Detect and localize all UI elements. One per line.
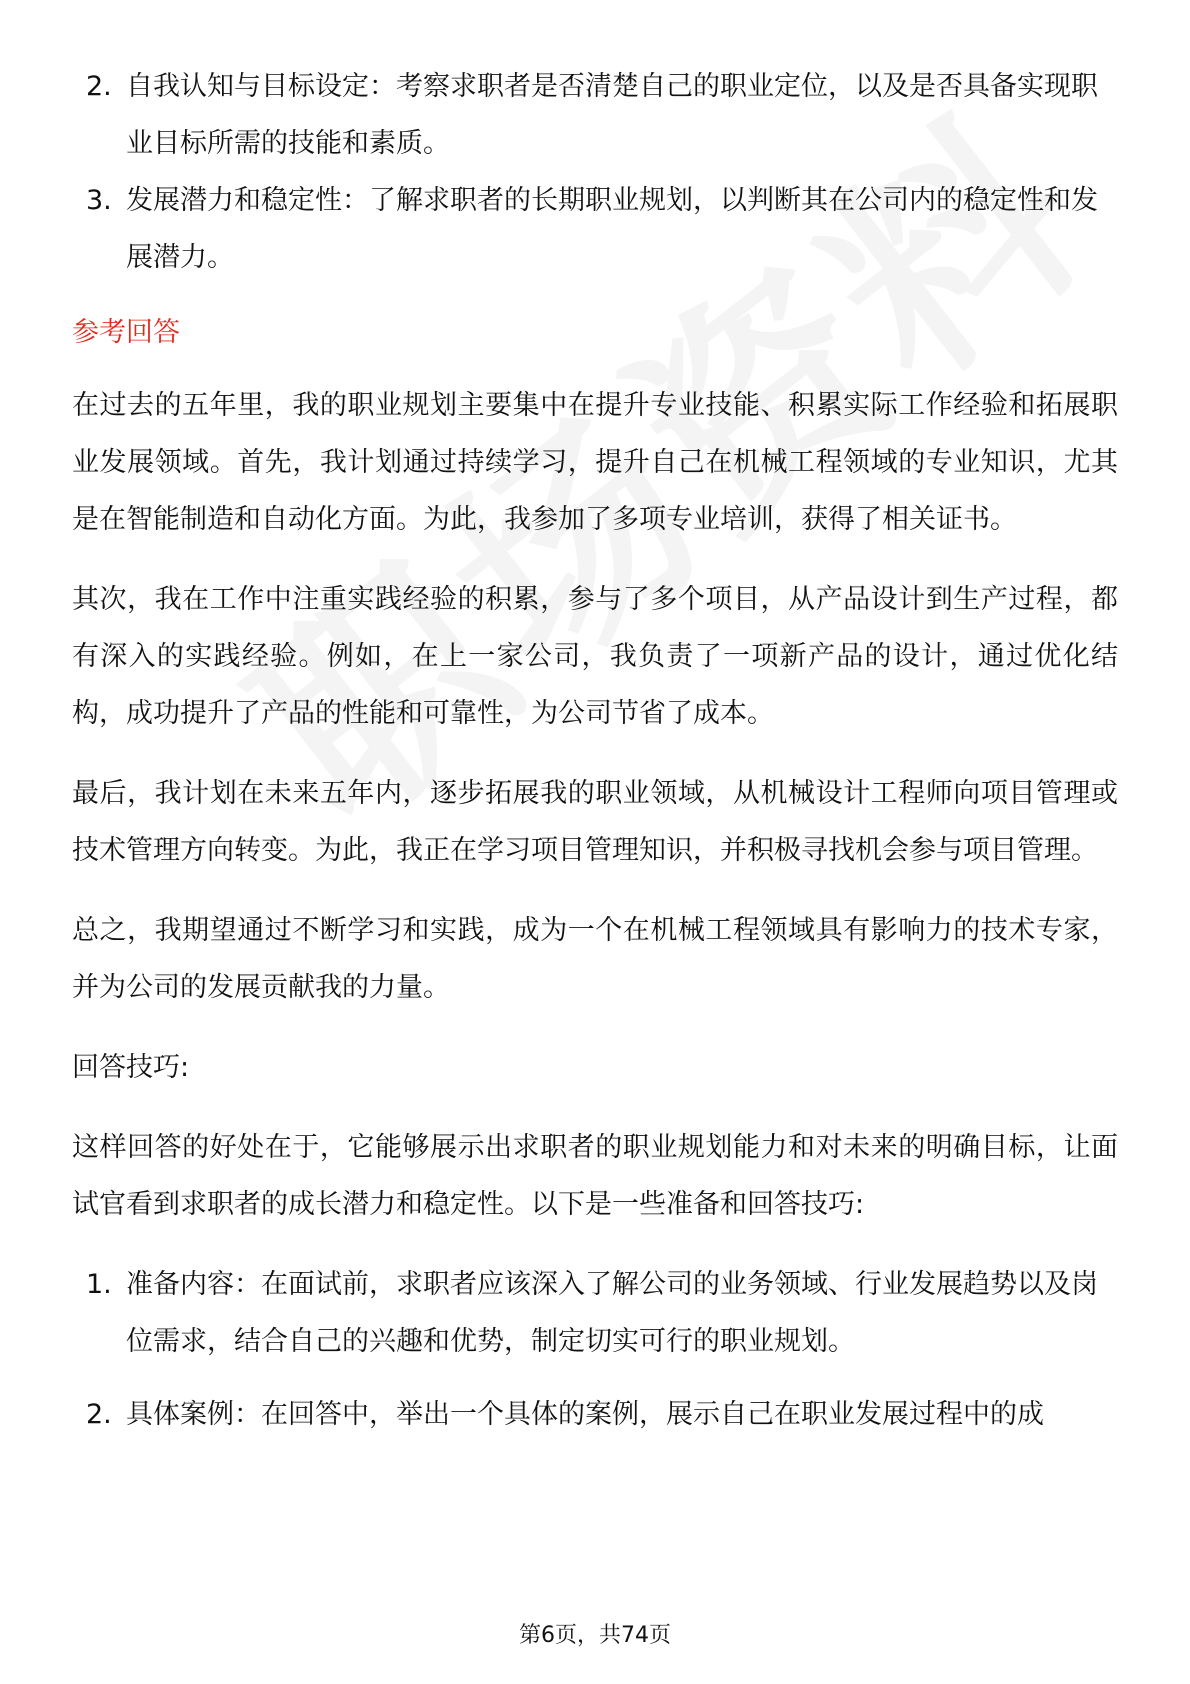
document-page	[72, 58, 1118, 1459]
list-number: 1.	[86, 1269, 112, 1300]
list-item	[72, 1256, 1118, 1370]
answer-paragraph: 最后，我计划在未来五年内，逐步拓展我的职业领域，从机械设计工程师向项目管理或技术管理方向转变。为此，我正在学习项目管理知识，并积极寻找机会参与项目管理。	[72, 778, 1118, 866]
list-item-text: 发展潜力和稳定性：了解求职者的长期职业规划，以判断其在公司内的稳定性和发展潜力。	[126, 185, 1098, 273]
list-item-text: 具体案例：在回答中，举出一个具体的案例，展示自己在职业发展过程中的成	[126, 1399, 1044, 1430]
tips-heading: 回答技巧:	[72, 1052, 190, 1083]
tips-list	[72, 1256, 1118, 1443]
list-number: 2.	[86, 1399, 112, 1430]
list-item	[72, 58, 1118, 172]
answer-paragraph: 在过去的五年里，我的职业规划主要集中在提升专业技能、积累实际工作经验和拓展职业发展领域。首先，我计划通过持续学习，提升自己在机械工程领域的专业知识，尤其是在智能制造和自动化方面。为此，我参加了多项专业培训，获得了相关证书。	[72, 390, 1118, 535]
list-item-text: 自我认知与目标设定：考察求职者是否清楚自己的职业定位，以及是否具备实现职业目标所需的技能和素质。	[126, 71, 1098, 159]
list-number: 2.	[86, 71, 112, 102]
list-item	[72, 1386, 1118, 1443]
page-footer: 第6页，共74页	[519, 1623, 671, 1648]
section-title: 参考回答	[72, 317, 180, 348]
list-item-text: 准备内容：在面试前，求职者应该深入了解公司的业务领域、行业发展趋势以及岗位需求，结合自己的兴趣和优势，制定切实可行的职业规划。	[126, 1269, 1098, 1357]
answer-paragraph: 其次，我在工作中注重实践经验的积累，参与了多个项目，从产品设计到生产过程，都有深入的实践经验。例如，在上一家公司，我负责了一项新产品的设计，通过优化结构，成功提升了产品的性能和可靠性，为公司节省了成本。	[72, 584, 1118, 729]
list-number: 3.	[86, 185, 112, 216]
list-item	[72, 172, 1118, 286]
criteria-list	[72, 58, 1118, 286]
answer-paragraph: 总之，我期望通过不断学习和实践，成为一个在机械工程领域具有影响力的技术专家，并为公司的发展贡献我的力量。	[72, 915, 1118, 1003]
tips-intro-paragraph: 这样回答的好处在于，它能够展示出求职者的职业规划能力和对未来的明确目标，让面试官看到求职者的成长潜力和稳定性。以下是一些准备和回答技巧:	[72, 1132, 1118, 1220]
